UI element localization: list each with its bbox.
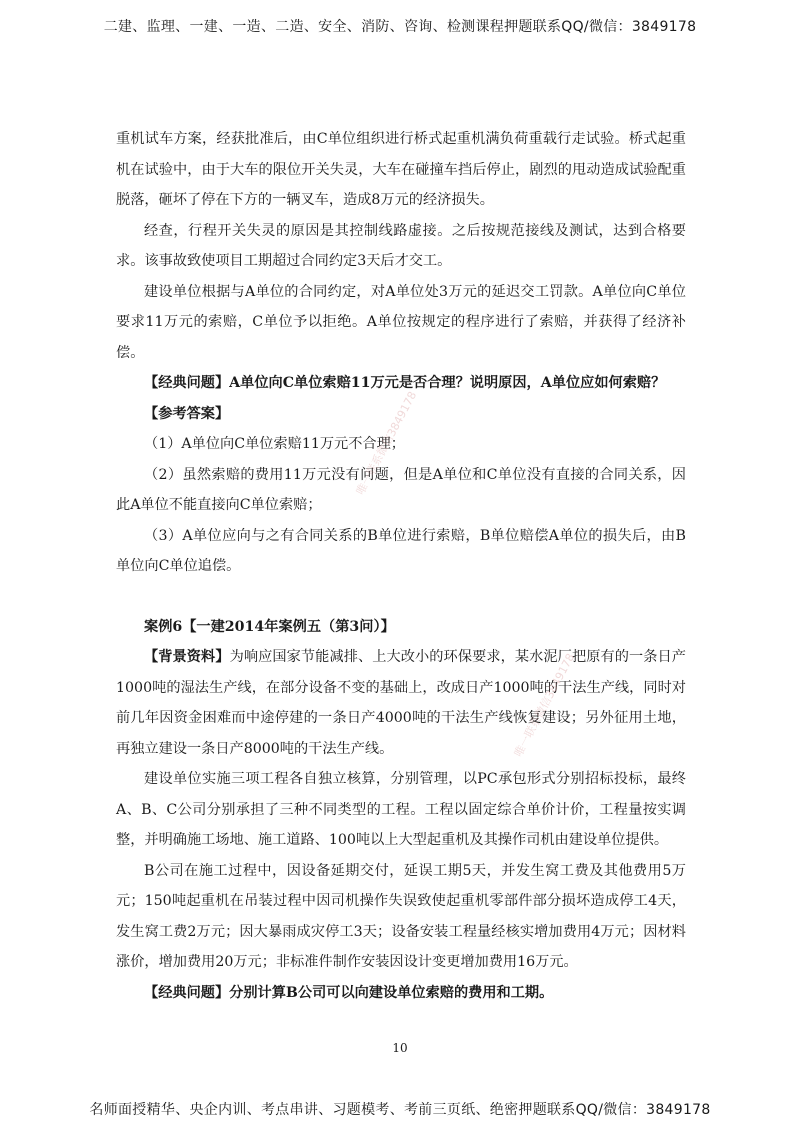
background-label: 【背景资料】 bbox=[144, 649, 230, 665]
classic-question-2 bbox=[116, 978, 686, 1009]
question-text: A单位向C单位索赔11万元是否合理？说明原因，A单位应如何索赔？ bbox=[229, 375, 666, 391]
question-label: 【经典问题】 bbox=[144, 984, 230, 1001]
question-text: 分别计算B公司可以向建设单位索赔的费用和工期。 bbox=[229, 984, 554, 1001]
watermark: 唯一联系微信3849178 bbox=[353, 389, 420, 498]
paragraph: B公司在施工过程中，因设备延期交付，延误工期5天，并发生窝工费及其他费用5万元；150吨起重机在吊装过程中因司机操作失误致使起重机零部件部分损坏造成停工4天，发生窝工费2万元；因大暴雨成灾停工3天；设备安装工程量经核实增加费用4万元；因材料涨价，增加费用20万元；非标准件制作安装因设计变更增加费用16万元。 bbox=[116, 862, 686, 970]
answer-item: （1）A单位向C单位索赔11万元不合理； bbox=[144, 436, 405, 452]
background-text: 为响应国家节能减排、上大改小的环保要求，某水泥厂把原有的一条日产1000吨的湿法生产线，在部分设备不变的基础上，改成日产1000吨的干法生产线，同时对前几年因资金困难而中途停建的一条日产4000吨的干法生产线恢复建设；另外征用土地，再独立建设一条日产8000吨的干法生产线。 bbox=[116, 649, 686, 757]
answer-item: （2）虽然索赔的费用11万元没有问题，但是A单位和C单位没有直接的合同关系，因此A单位不能直接向C单位索赔； bbox=[116, 466, 686, 513]
document-body bbox=[116, 124, 686, 1008]
answer-label: 【参考答案】 bbox=[144, 405, 230, 422]
paragraph: 建设单位根据与A单位的合同约定，对A单位处3万元的延迟交工罚款。A单位向C单位要求11万元的索赔，C单位予以拒绝。A单位按规定的程序进行了索赔，并获得了经济补偿。 bbox=[116, 283, 686, 361]
classic-question-1 bbox=[116, 368, 686, 399]
question-label: 【经典问题】 bbox=[144, 375, 230, 391]
answer-item: （3）A单位应向与之有合同关系的B单位进行索赔，B单位赔偿A单位的损失后，由B单位向C单位追偿。 bbox=[116, 527, 686, 574]
page-header: 二建、监理、一建、一造、二造、安全、消防、咨询、检测课程押题联系QQ/微信：3849178 bbox=[103, 19, 697, 35]
page-number: 10 bbox=[392, 1041, 408, 1055]
watermark: 唯一联系微信3849178 bbox=[511, 651, 578, 760]
background-paragraph bbox=[116, 642, 686, 764]
paragraph: 建设单位实施三项工程各自独立核算，分别管理，以PC承包形式分别招标投标，最终A、B、C公司分别承担了三种不同类型的工程。工程以固定综合单价计价，工程量按实调整，并明确施工场地、施工道路、100吨以上大型起重机及其操作司机由建设单位提供。 bbox=[116, 771, 686, 848]
case-title: 案例6【一建2014年案例五（第3问）】 bbox=[144, 618, 395, 635]
page-footer: 名师面授精华、央企内训、考点串讲、习题模考、考前三页纸、绝密押题联系QQ/微信：3849178 bbox=[89, 1102, 711, 1118]
paragraph: 重机试车方案，经获批准后，由C单位组织进行桥式起重机满负荷重载行走试验。桥式起重机在试验中，由于大车的限位开关失灵，大车在碰撞车挡后停止，剧烈的甩动造成试验配重脱落，砸坏了停在下方的一辆叉车，造成8万元的经济损失。 bbox=[116, 131, 686, 208]
paragraph: 经查，行程开关失灵的原因是其控制线路虚接。之后按规范接线及测试，达到合格要求。该事故致使项目工期超过合同约定3天后才交工。 bbox=[116, 222, 686, 269]
